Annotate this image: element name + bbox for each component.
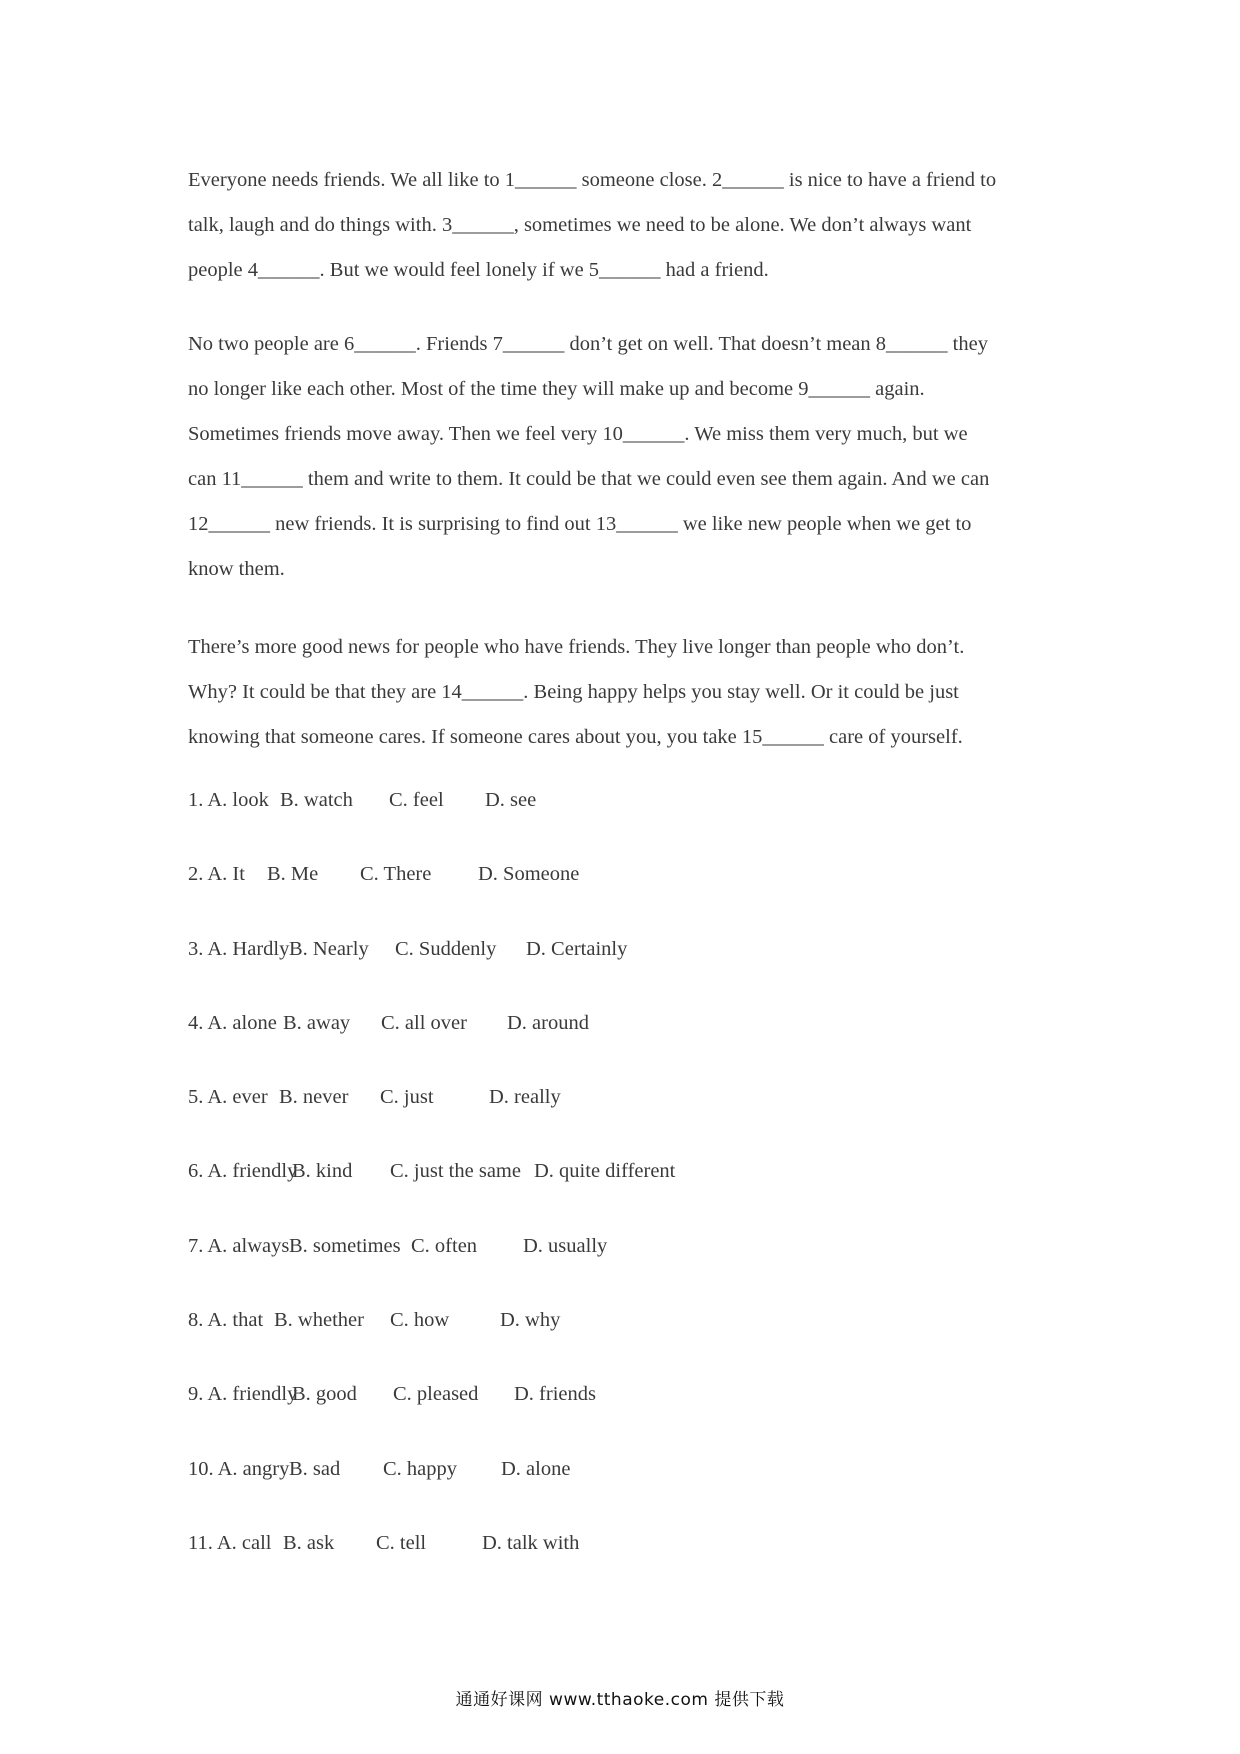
question-3 (188, 934, 1088, 1008)
option-a: 7. A. always (188, 1234, 290, 1257)
footer-download-credit: 通通好课网 www.tthaoke.com 提供下载 (455, 1690, 785, 1710)
option-a: 2. A. It (188, 863, 245, 886)
question-9 (188, 1379, 1088, 1453)
question-1 (188, 785, 1088, 859)
option-a: 6. A. friendly (188, 1160, 298, 1183)
option-d: D. see (485, 789, 537, 811)
option-c: C. often (411, 1234, 478, 1257)
option-b: B. kind (292, 1160, 353, 1183)
option-d: D. talk with (482, 1531, 580, 1554)
question-8 (188, 1305, 1088, 1379)
option-d: D. around (507, 1011, 589, 1034)
option-b: B. sometimes (289, 1234, 401, 1257)
option-b: B. never (279, 1086, 349, 1109)
option-a: 9. A. friendly (188, 1383, 298, 1406)
question-2 (188, 859, 1088, 933)
question-4 (188, 1008, 1088, 1082)
option-a: 8. A. that (188, 1309, 264, 1332)
option-d: D. Certainly (526, 937, 628, 960)
option-c: C. just (380, 1086, 434, 1109)
question-6 (188, 1156, 1088, 1230)
question-5 (188, 1082, 1088, 1156)
option-d: D. really (489, 1086, 561, 1109)
option-c: C. just the same (390, 1160, 521, 1183)
passage-paragraph-1: Everyone needs friends. We all like to 1______ someone close. 2______ is nice to have a friend to talk, laugh and do things with. 3______, sometimes we need to be alone. We don’t always want people 4______. But we would feel lonely if we 5______ had a friend. (188, 169, 997, 281)
option-d: D. Someone (478, 863, 580, 886)
option-b: B. whether (274, 1309, 364, 1332)
option-c: C. There (360, 863, 432, 886)
option-c: C. tell (376, 1531, 427, 1554)
question-11 (188, 1528, 1088, 1602)
option-d: D. friends (514, 1383, 596, 1406)
option-c: C. feel (389, 789, 444, 811)
question-10 (188, 1454, 1088, 1528)
option-c: C. pleased (393, 1383, 479, 1406)
option-c: C. how (390, 1309, 450, 1332)
option-a: 5. A. ever (188, 1086, 268, 1109)
option-b: B. watch (280, 789, 353, 811)
question-7 (188, 1231, 1088, 1305)
option-b: B. Nearly (289, 937, 369, 960)
option-b: B. Me (267, 863, 319, 886)
question-list (188, 785, 1088, 1602)
option-d: D. quite different (534, 1160, 676, 1183)
option-d: D. usually (523, 1234, 608, 1257)
option-b: B. good (292, 1383, 357, 1406)
option-b: B. sad (289, 1457, 341, 1480)
option-a: 3. A. Hardly (188, 937, 290, 960)
option-c: C. all over (381, 1011, 467, 1034)
option-b: B. away (283, 1011, 351, 1034)
passage-paragraph-3: There’s more good news for people who have friends. They live longer than people who don’t. Why? It could be that they are 14______. Being happy helps you stay well. Or it could be just knowing that someone cares. If someone cares about you, you take 15______ care of yourself. (188, 636, 965, 748)
option-d: D. why (500, 1309, 561, 1332)
option-a: 1. A. look (188, 789, 269, 811)
passage-paragraph-2: No two people are 6______. Friends 7______ don’t get on well. That doesn’t mean 8______ they no longer like each other. Most of the time they will make up and become 9______ again. Sometimes friends move away. Then we feel very 10______. We miss them very much, but we can 11______ them and write to them. It could be that we could even see them again. And we can 12______ new friends. It is surprising to find out 13______ we like new people when we get to know them. (188, 333, 990, 580)
option-c: C. Suddenly (395, 937, 497, 960)
option-a: 11. A. call (188, 1531, 272, 1554)
option-d: D. alone (501, 1457, 571, 1480)
option-a: 4. A. alone (188, 1011, 277, 1034)
option-a: 10. A. angry (188, 1457, 290, 1480)
option-b: B. ask (283, 1531, 335, 1554)
option-c: C. happy (383, 1457, 458, 1480)
